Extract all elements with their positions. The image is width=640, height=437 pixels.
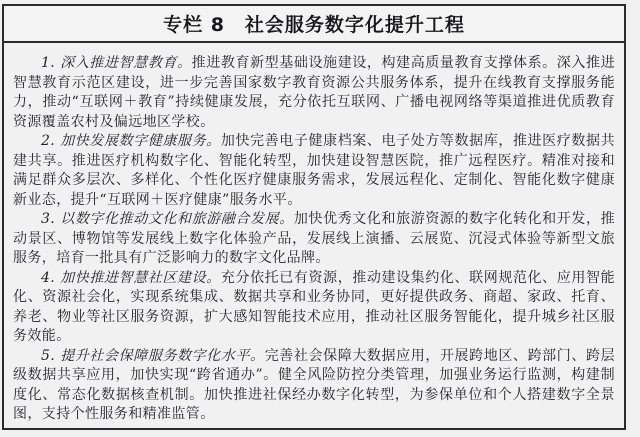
paragraph-2 [13, 132, 615, 210]
paragraph-3-lead: 3. 以数字化推动文化和旅游融合发展。 [41, 211, 294, 227]
paragraph-1-text: 推进教育新型基础设施建设，构建高质量教育支撑体系。深入推进智慧教育示范区建设，进一步完善国家数字教育资源公共服务体系，提升在线教育支撑服务能力，推动“互联网＋教育”持续健康发展，充分依托互联网、广播电视网络等渠道推进优质教育资源覆盖农村及偏远地区学校。 [13, 55, 615, 130]
paragraph-3-text: 加快优秀文化和旅游资源的数字化转化和开发，推动景区、博物馆等发展线上数字化体验产品，发展线上演播、云展览、沉浸式体验等新型文旅服务，培育一批具有广泛影响力的数字文化品牌。 [13, 211, 615, 266]
paragraph-1-lead: 1. 深入推进智慧教育。 [41, 55, 192, 71]
panel-body [4, 43, 624, 425]
paragraph-2-lead: 2. 加快发展数字健康服务。 [41, 133, 221, 149]
column-box-panel [2, 4, 626, 430]
paragraph-3 [13, 210, 615, 269]
paragraph-5-lead: 5. 提升社会保障服务数字化水平。 [41, 347, 265, 364]
paragraph-5-text: 完善社会保障大数据应用，开展跨地区、跨部门、跨层级数据共享应用，加快实现“跨省通办”。健全风险防控分类管理，加强业务运行监测，构建制度化、常态化数据核查机制。加快推进社保经办数字化转型，为参保单位和个人搭建数字全景图，支持个性服务和精准监管。 [13, 347, 615, 422]
paragraph-4-lead: 4. 加快推进智慧社区建设。 [41, 269, 221, 286]
panel-title-text: 专栏 8 社会服务数字化提升工程 [163, 14, 465, 36]
panel-title-bar [4, 6, 624, 43]
paragraph-2-text: 加快完善电子健康档案、电子处方等数据库，推进医疗数据共建共享。推进医疗机构数字化、智能化转型，加快建设智慧医院，推广远程医疗。精准对接和满足群众多层次、多样化、个性化医疗健康服务需求，发展远程化、定制化、智能化数字健康新业态，提升“互联网＋医疗健康”服务水平。 [13, 133, 615, 208]
paragraph-4 [13, 269, 615, 347]
paragraph-5 [13, 347, 615, 425]
paragraph-4-text: 充分依托已有资源，推动建设集约化、联网规范化、应用智能化、资源社会化，实现系统集成、数据共享和业务协同，更好提供政务、商超、家政、托育、养老、物业等社区服务资源，扩大感知智能技术应用，推动社区服务智能化，提升城乡社区服务效能。 [13, 269, 615, 344]
paragraph-1 [13, 54, 615, 132]
